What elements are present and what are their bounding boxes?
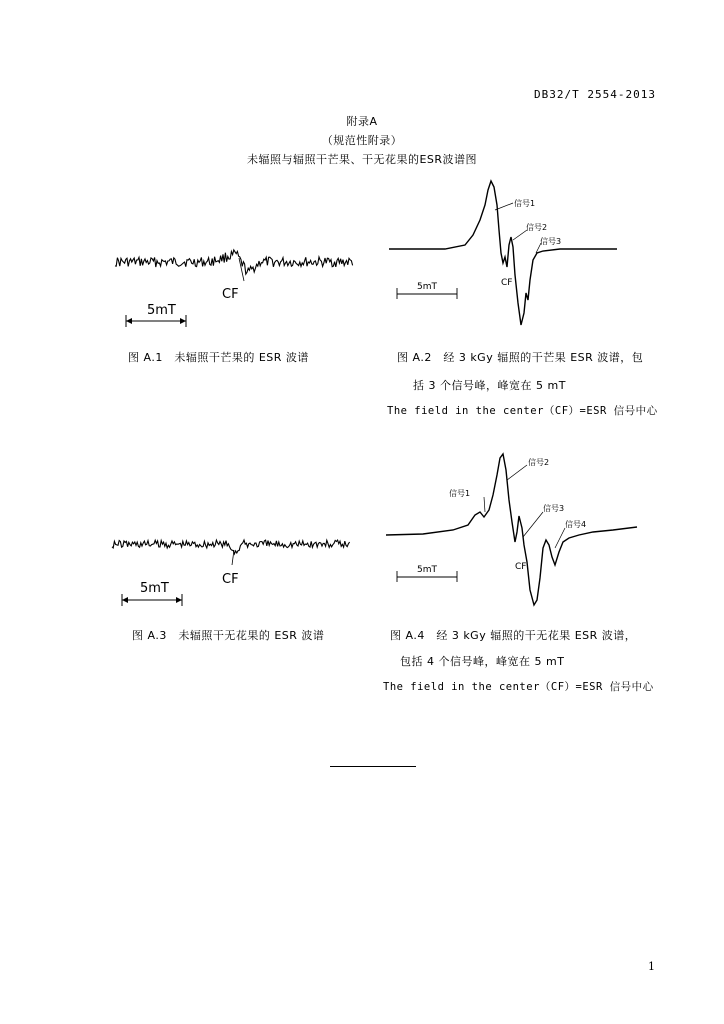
cf-label: CF — [222, 287, 239, 302]
figure-a4-caption-line-2: 包括 4 个信号峰，峰宽在 5 mT — [400, 655, 565, 668]
figure-a4-caption-line-1: 图 A.4 经 3 kGy 辐照的干无花果 ESR 波谱， — [390, 629, 637, 642]
figure-a3-caption: 图 A.3 未辐照干无花果的 ESR 波谱 — [132, 629, 325, 642]
appendix-title: 未辐照与辐照干芒果、干无花果的ESR波谱图 — [246, 153, 478, 166]
figure-a4-spectrum — [383, 450, 643, 615]
end-rule — [330, 766, 416, 767]
signal-2-label: 信号2 — [528, 458, 550, 467]
scale-label: 5mT — [140, 581, 169, 596]
figure-a2-caption-line-2: 括 3 个信号峰，峰宽在 5 mT — [413, 379, 566, 392]
signal-4-label: 信号4 — [565, 520, 587, 529]
figure-a3-spectrum — [110, 520, 360, 610]
signal-2-label: 信号2 — [526, 223, 548, 232]
signal-3-label: 信号3 — [543, 504, 565, 513]
figure-a2-spectrum — [385, 175, 625, 335]
figure-a2-caption-line-1: 图 A.2 经 3 kGy 辐照的干芒果 ESR 波谱，包 — [397, 351, 644, 364]
appendix-type: （规范性附录） — [321, 134, 403, 147]
cf-label: CF — [515, 562, 527, 572]
signal-3-label: 信号3 — [540, 237, 562, 246]
figure-a1-caption: 图 A.1 未辐照干芒果的 ESR 波谱 — [128, 351, 309, 364]
esr-trace — [115, 250, 353, 274]
appendix-label: 附录A — [346, 115, 378, 128]
cf-label: CF — [501, 278, 513, 288]
scale-label: 5mT — [417, 282, 437, 292]
scale-label: 5mT — [147, 303, 176, 318]
cf-label: CF — [222, 572, 239, 587]
document-code: DB32/T 2554-2013 — [534, 88, 656, 101]
page-number: 1 — [648, 960, 655, 973]
figure-a1-spectrum — [110, 235, 360, 335]
figure-a2-caption-line-3: The field in the center（CF）=ESR 信号中心 — [387, 405, 658, 417]
esr-trace — [389, 181, 617, 325]
signal-1-label: 信号1 — [449, 489, 471, 498]
cf-pointer — [232, 550, 234, 565]
scale-label: 5mT — [417, 565, 437, 575]
esr-trace — [112, 540, 350, 554]
signal-1-label: 信号1 — [514, 199, 536, 208]
figure-a4-caption-line-3: The field in the center（CF）=ESR 信号中心 — [383, 681, 654, 693]
